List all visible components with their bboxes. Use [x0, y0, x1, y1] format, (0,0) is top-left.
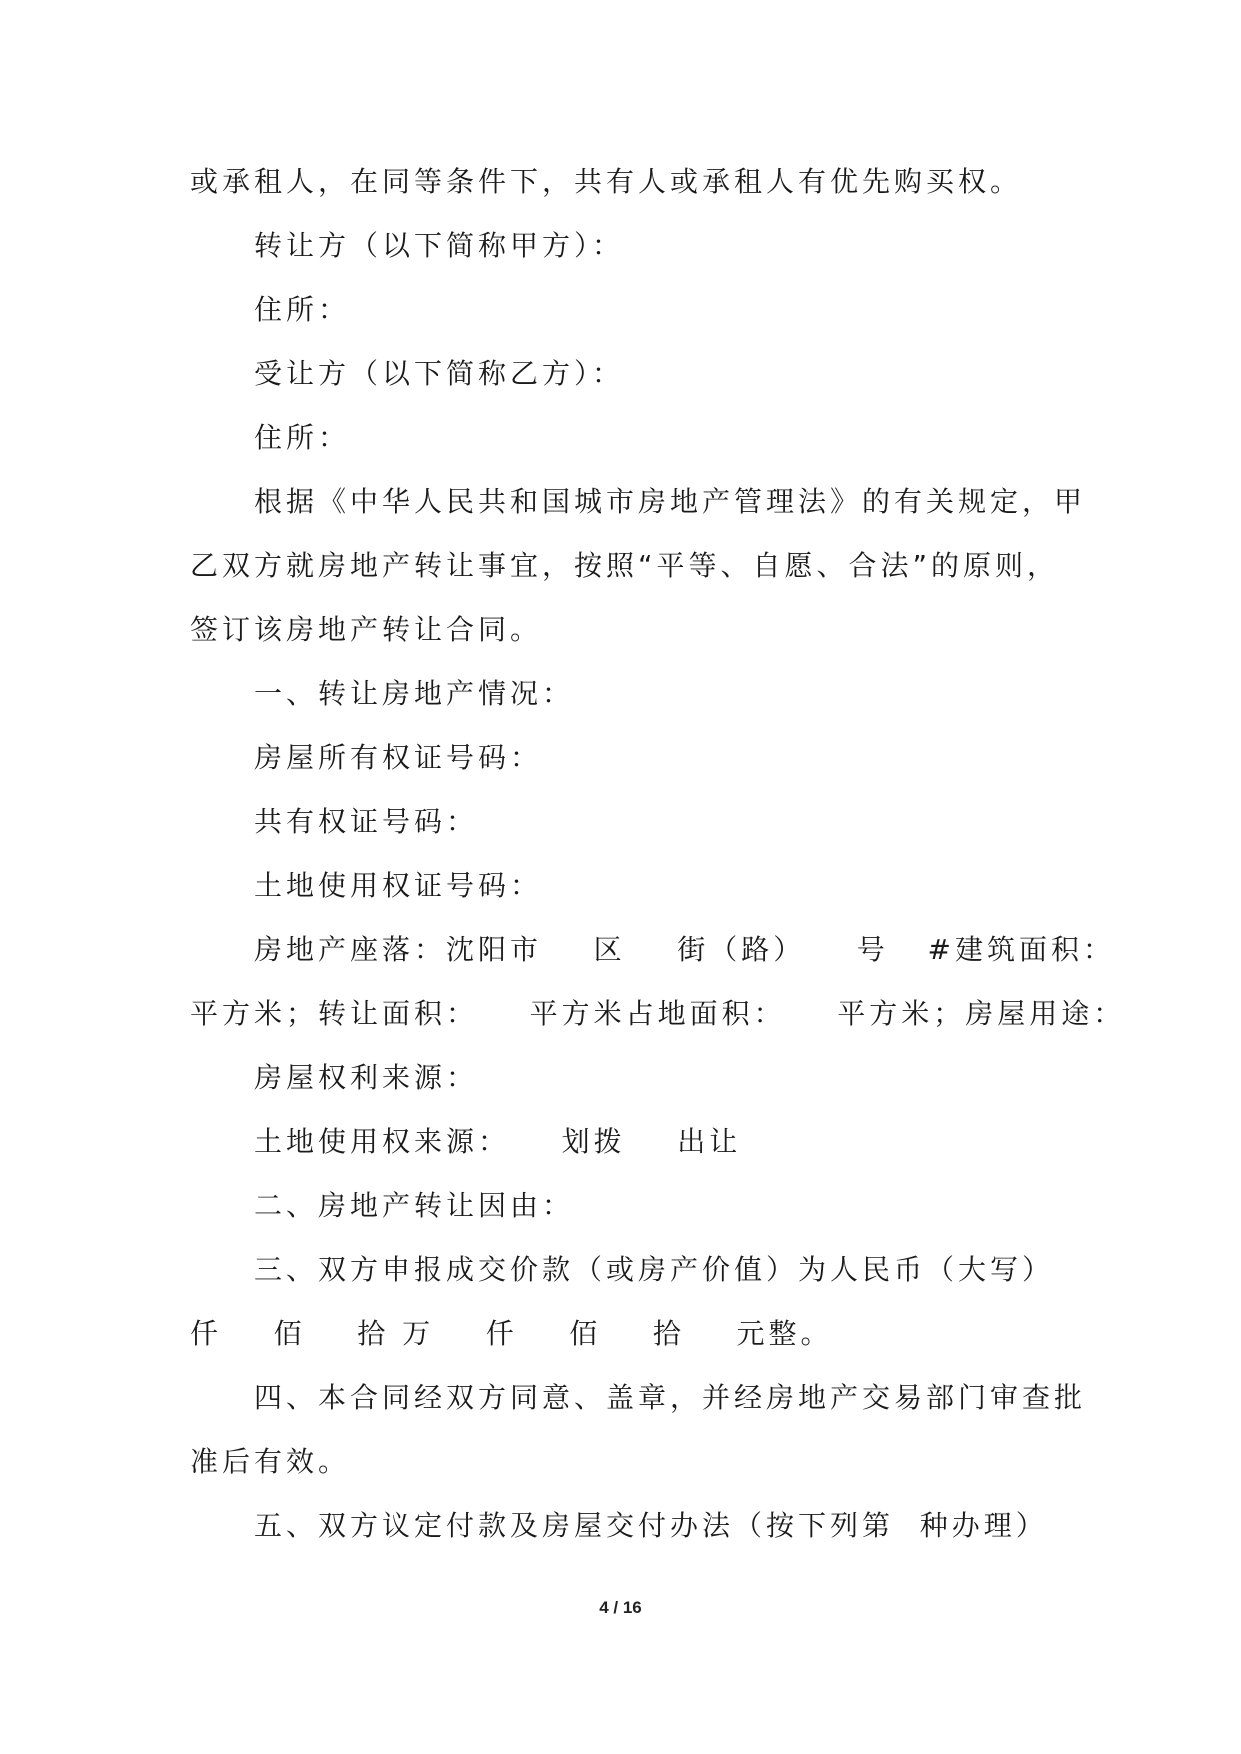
text-line-property-areas: 平方米；转让面积： 平方米占地面积： 平方米；房屋用途：	[190, 997, 1126, 1030]
text-line-preamble-2: 乙双方就房地产转让事宜，按照“平等、自愿、合法”的原则，	[190, 549, 1060, 582]
text-line-land-use-cert: 土地使用权证号码：	[254, 869, 543, 902]
text-line-ownership-cert: 房屋所有权证号码：	[254, 741, 543, 774]
section-heading-2: 二、房地产转让因由：	[254, 1189, 575, 1222]
text-line-transferor-address: 住所：	[254, 293, 351, 326]
text-line-preamble-3: 签订该房地产转让合同。	[190, 613, 543, 646]
section-heading-3: 三、双方申报成交价款（或房产价值）为人民币（大写）	[254, 1253, 1055, 1286]
text-line-land-use-source: 土地使用权来源： 划拨 出让	[254, 1125, 742, 1158]
text-line-rights-source: 房屋权利来源：	[254, 1061, 479, 1094]
section-heading-4: 四、本合同经双方同意、盖章，并经房地产交易部门审查批	[254, 1381, 1087, 1414]
text-line-preamble-1: 根据《中华人民共和国城市房地产管理法》的有关规定，甲	[254, 485, 1087, 518]
text-line-section-4-cont: 准后有效。	[190, 1445, 351, 1478]
section-heading-1: 一、转让房地产情况：	[254, 677, 575, 710]
text-line-transferee-address: 住所：	[254, 421, 351, 454]
section-heading-5: 五、双方议定付款及房屋交付办法（按下列第 种办理）	[254, 1509, 1048, 1542]
text-line-property-location: 房地产座落：沈阳市 区 街（路） 号 #建筑面积：	[254, 933, 1115, 966]
text-line-transferee: 受让方（以下简称乙方）：	[254, 357, 625, 390]
contract-body	[190, 150, 1126, 1558]
text-line-continuation: 或承租人，在同等条件下，共有人或承租人有优先购买权。	[190, 165, 1023, 198]
text-line-price-amount: 仟 佰 拾 万 仟 佰 拾 元整。	[190, 1317, 833, 1350]
page-number: 4 / 16	[599, 1598, 642, 1617]
text-line-transferor: 转让方（以下简称甲方）：	[254, 229, 625, 262]
text-line-co-ownership-cert: 共有权证号码：	[254, 805, 479, 838]
